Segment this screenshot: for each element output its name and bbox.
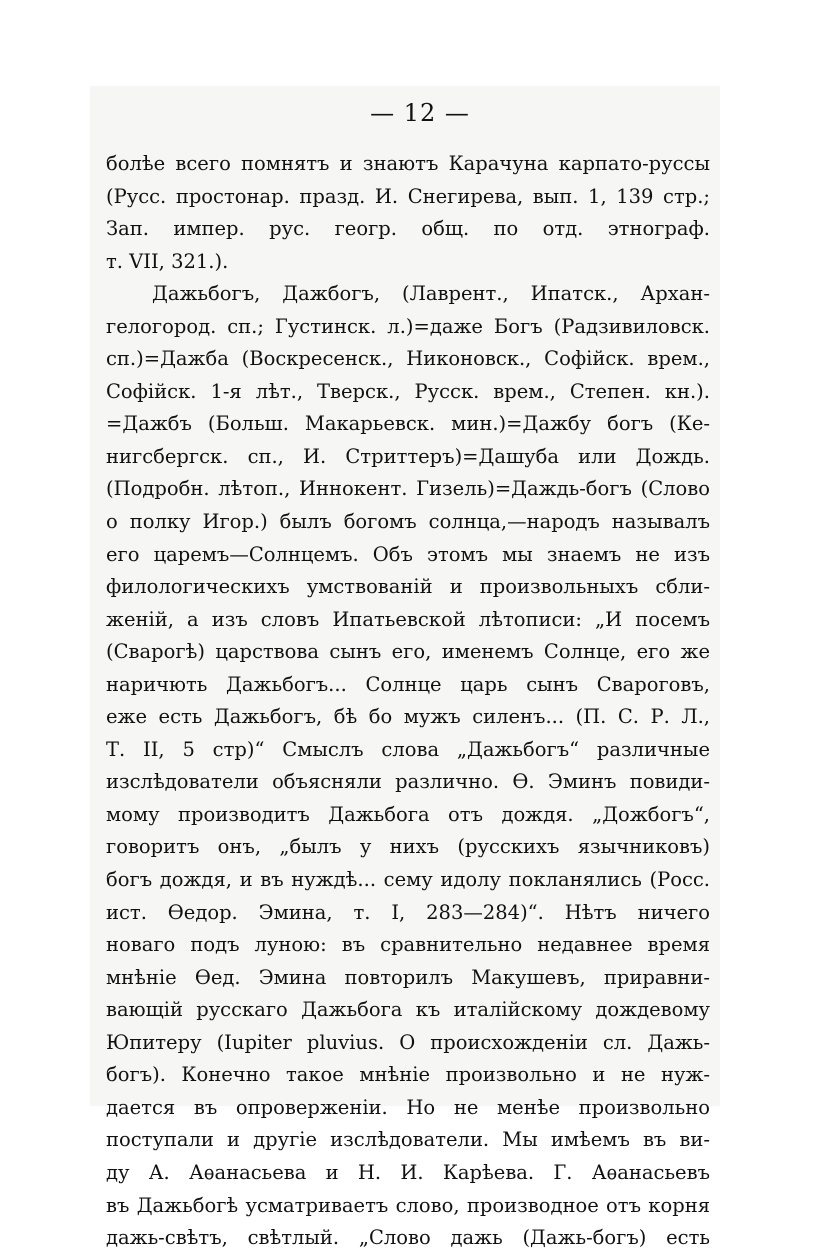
text-line: болѣе всего помнятъ и знаютъ Карачуна карпато-руссы bbox=[106, 152, 710, 175]
text-line: филологическихъ умствованій и произвольныхъ сбли- bbox=[106, 575, 710, 599]
text-line: еже есть Дажьбогъ, бѣ бо мужъ силенъ... (П. С. Р. Л., bbox=[106, 705, 710, 729]
text-line: богъ). Конечно такое мнѣніе произвольно и не нуж- bbox=[106, 1063, 710, 1087]
text-line: наричють Дажьбогъ... Солнце царь сынъ Свароговъ, bbox=[106, 672, 710, 696]
text-line: ду А. Аѳанасьева и Н. И. Карѣева. Г. Аѳанасьевъ bbox=[106, 1160, 710, 1184]
text-line: говоритъ онъ, „былъ у нихъ (русскихъ язычниковъ) bbox=[106, 835, 710, 859]
text-line: т. VII, 321.). bbox=[106, 249, 229, 273]
text-line: Дажьбогъ, Дажбогъ, (Лаврент., Ипатск., Архан- bbox=[152, 282, 710, 306]
body-text bbox=[106, 148, 710, 1255]
text-line: (Русс. простонар. празд. И. Снегирева, вып. 1, 139 стр.; bbox=[106, 184, 710, 208]
text-line: =Дажбъ (Больш. Макарьевск. мин.)=Дажбу богъ (Ке- bbox=[106, 412, 710, 436]
text-line: Юпитеру (Iupiter pluvius. О происхожденіи сл. Дажь- bbox=[106, 1030, 710, 1054]
text-line: Софійск. 1-я лѣт., Тверск., Русск. врем., Степен. кн.). bbox=[106, 379, 710, 403]
text-line: дается въ опроверженіи. Но не менѣе произвольно bbox=[106, 1095, 710, 1119]
text-line: (Сварогѣ) царствова сынъ его, именемъ Солнце, его же bbox=[106, 640, 710, 664]
page-number: — 12 — bbox=[370, 99, 470, 127]
text-line: гелогород. сп.; Густинск. л.)=даже Богъ (Радзивиловск. bbox=[106, 314, 710, 338]
text-line: о полку Игор.) былъ богомъ солнца,—народъ называлъ bbox=[106, 510, 710, 534]
text-line: богъ дождя, и въ нуждѣ... сему идолу покланялись (Росс. bbox=[106, 868, 710, 892]
text-line: его царемъ—Солнцемъ. Объ этомъ мы знаемъ не изъ bbox=[106, 542, 710, 566]
text-line: нигсбергск. сп., И. Стриттеръ)=Дашуба или Дождь. bbox=[106, 444, 710, 468]
text-line: сп.)=Дажба (Воскресенск., Никоновск., Софійск. врем., bbox=[106, 347, 710, 371]
text-line: дажь-свѣтъ, свѣтлый. „Слово дажь (Дажь-богъ) есть bbox=[106, 1226, 710, 1250]
text-line: мнѣніе Ѳед. Эмина повторилъ Макушевъ, приравни- bbox=[106, 965, 710, 989]
text-line: вающій русскаго Дажьбога къ италійскому дождевому bbox=[106, 998, 710, 1022]
text-line: въ Дажьбогѣ усматриваетъ слово, производное отъ корня bbox=[106, 1193, 710, 1217]
text-line: изслѣдователи объясняли различно. Ѳ. Эминъ повиди- bbox=[106, 770, 710, 794]
text-line: (Подробн. лѣтоп., Иннокент. Гизель)=Даждь-богъ (Слово bbox=[106, 477, 710, 501]
text-line: новаго подъ луною: въ сравнительно недавнее время bbox=[106, 933, 710, 957]
text-line: Зап. импер. рус. геогр. общ. по отд. этнограф. bbox=[106, 217, 710, 241]
text-line: Т. II, 5 стр)“ Смыслъ слова „Дажьбогъ“ различные bbox=[106, 737, 710, 761]
text-line: ист. Ѳедор. Эмина, т. I, 283—284)“. Нѣтъ ничего bbox=[106, 900, 710, 924]
text-line: женій, а изъ словъ Ипатьевской лѣтописи: „И посемъ bbox=[106, 607, 710, 631]
text-line: мому производитъ Дажьбога отъ дождя. „Дожбогъ“, bbox=[106, 802, 710, 826]
text-line: поступали и другіе изслѣдователи. Мы имѣемъ въ ви- bbox=[106, 1128, 710, 1152]
